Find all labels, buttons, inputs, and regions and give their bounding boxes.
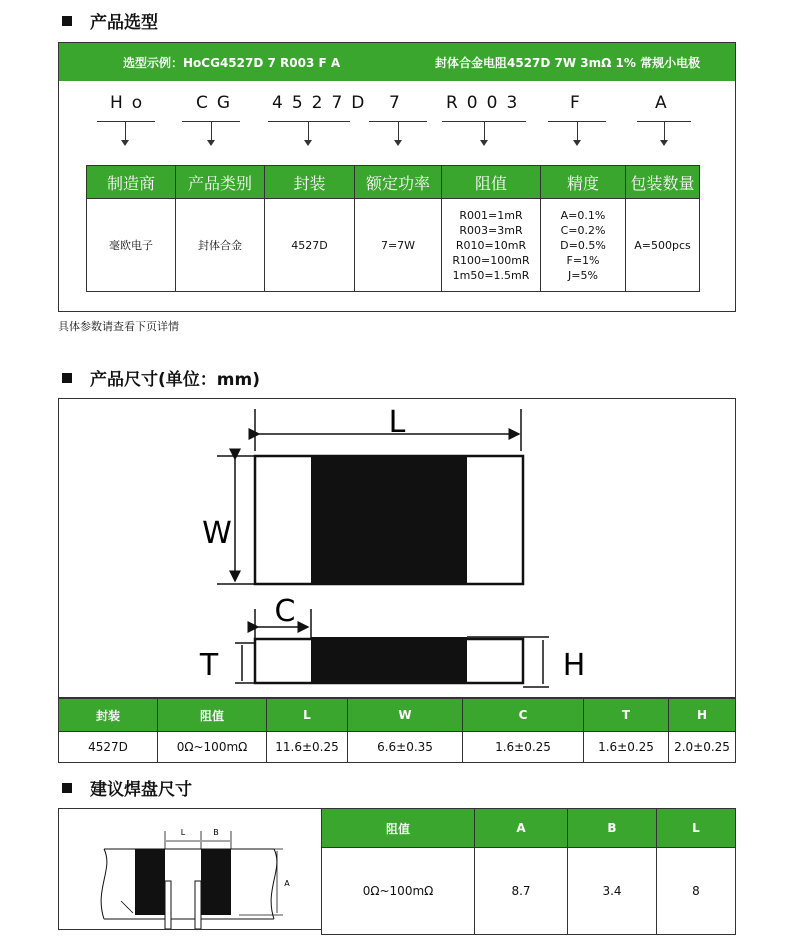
code-part-maker: Ho: [110, 93, 152, 113]
detail-note: 具体参数请查看下页详情: [58, 320, 179, 333]
header-resistance: 阻值: [158, 699, 267, 732]
code-part-resistance: R003: [446, 93, 527, 113]
value-resistance-list: [442, 199, 541, 292]
underline: [97, 121, 155, 122]
value-packing: A=500pcs: [626, 199, 700, 292]
cell-W: 6.6±0.35: [348, 732, 463, 763]
header-L: L: [657, 809, 736, 848]
header-T: T: [584, 699, 669, 732]
arrow-down-icon: [664, 122, 665, 144]
list-item: R100=100mR: [452, 253, 530, 267]
code-part-package: 4527D: [272, 93, 374, 113]
list-item: 1m50=1.5mR: [452, 268, 530, 282]
pad-diagram-panel: [58, 808, 322, 930]
header-maker: 制造商: [87, 166, 176, 199]
dimension-diagram-panel: [58, 398, 736, 698]
arrow-down-icon: [211, 122, 212, 144]
pad-label-B: B: [213, 828, 219, 837]
table-row: [322, 848, 736, 935]
list-item: C=0.2%: [560, 223, 606, 237]
arrow-down-icon: [308, 122, 309, 144]
cell-resistance: 0Ω~100mΩ: [158, 732, 267, 763]
banner-example: 选型示例：HoCG4527D 7 R003 F A: [123, 56, 341, 70]
cell-C: 1.6±0.25: [463, 732, 584, 763]
header-category: 产品类别: [176, 166, 265, 199]
section-title-dimensions: 产品尺寸(单位：mm): [62, 365, 260, 390]
dimension-table: [58, 698, 736, 763]
section-title-pad: 建议焊盘尺寸: [62, 775, 192, 800]
code-part-precision: F: [570, 93, 589, 113]
list-item: J=5%: [568, 268, 598, 282]
pad-table: [321, 808, 736, 935]
header-L: L: [267, 699, 348, 732]
list-item: R010=10mR: [455, 238, 527, 252]
label-H: H: [562, 648, 586, 683]
value-package: 4527D: [265, 199, 355, 292]
code-part-category: CG: [196, 93, 240, 113]
value-maker: 毫欧电子: [87, 199, 176, 292]
table-row: [87, 199, 700, 292]
bullet-square-icon: [62, 373, 72, 383]
pad-left: [135, 849, 165, 915]
arrow-down-icon: [125, 122, 126, 144]
header-resistance: 阻值: [322, 809, 475, 848]
code-part-power: 7: [389, 93, 409, 113]
pad-right: [201, 849, 231, 915]
value-power: 7=7W: [355, 199, 442, 292]
banner-description: 封体合金电阻4527D 7W 3mΩ 1% 常规小电极: [435, 56, 701, 70]
arrow-down-icon: [484, 122, 485, 144]
header-H: H: [669, 699, 736, 732]
cell-resistance: 0Ω~100mΩ: [322, 848, 475, 935]
arrow-down-icon: [398, 122, 399, 144]
header-resistance: 阻值: [442, 166, 541, 199]
bullet-square-icon: [62, 783, 72, 793]
value-category: 封体合金: [176, 199, 265, 292]
list-item: F=1%: [566, 253, 600, 267]
cell-L: 8: [657, 848, 736, 935]
label-L: L: [388, 405, 406, 440]
label-W: W: [202, 516, 232, 551]
list-item: A=0.1%: [560, 208, 606, 222]
cell-A: 8.7: [475, 848, 568, 935]
header-power: 额定功率: [355, 166, 442, 199]
header-package: 封装: [59, 699, 158, 732]
header-W: W: [348, 699, 463, 732]
table-header-row: [59, 699, 736, 732]
underline: [268, 121, 350, 122]
pad-label-L: L: [180, 828, 186, 837]
cell-B: 3.4: [568, 848, 657, 935]
dimension-diagram: [59, 399, 735, 697]
arrow-down-icon: [577, 122, 578, 144]
cell-H: 2.0±0.25: [669, 732, 736, 763]
header-precision: 精度: [541, 166, 626, 199]
selection-banner: [59, 43, 735, 81]
cell-package: 4527D: [59, 732, 158, 763]
label-C: C: [274, 594, 296, 629]
list-item: R003=3mR: [459, 223, 523, 237]
pad-label-A: A: [284, 879, 290, 888]
cell-T: 1.6±0.25: [584, 732, 669, 763]
cell-L: 11.6±0.25: [267, 732, 348, 763]
bullet-square-icon: [62, 16, 72, 26]
section-title-selection: 产品选型: [62, 8, 158, 33]
label-T: T: [199, 648, 219, 683]
selection-table: [86, 165, 700, 292]
list-item: R001=1mR: [459, 208, 523, 222]
list-item: D=0.5%: [560, 238, 606, 252]
resistor-element: [311, 457, 467, 583]
header-B: B: [568, 809, 657, 848]
header-package: 封装: [265, 166, 355, 199]
header-C: C: [463, 699, 584, 732]
header-packing: 包装数量: [626, 166, 700, 199]
table-header-row: [87, 166, 700, 199]
code-part-packing: A: [655, 93, 676, 113]
header-A: A: [475, 809, 568, 848]
value-precision-list: [541, 199, 626, 292]
pad-diagram: [59, 809, 321, 929]
table-header-row: [322, 809, 736, 848]
table-row: [59, 732, 736, 763]
